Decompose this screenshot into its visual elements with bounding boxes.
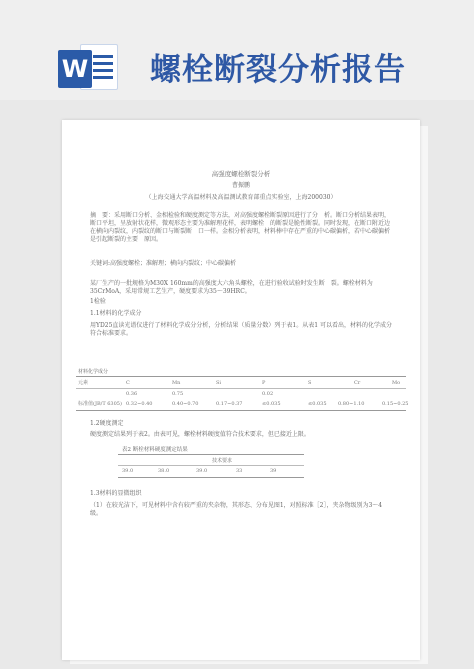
page-title: 螺栓断裂分析报告 [150,52,406,88]
table2-caption: 表2 断栓材料硬度测定结果 [122,447,188,453]
section-1-heading: 1检验 [90,298,106,305]
table1-std-cell: 0.15~0.25 [382,401,409,407]
table1-cell: 0.02 [262,391,274,397]
table1-std-label: 标准值(JB/T 6305) [78,401,122,407]
table1-caption: 材料化学成分 [78,369,109,375]
doc-intro: 某厂生产的一批规格为M30X 160mm的高强度大六角头螺栓，在进行验收试验时发生断 裂。螺栓材料为35CrMoA，采用常规工艺生产，硬度要求为35～39HRC。 [90,280,373,295]
table2-cell: 33 [236,468,243,474]
header-banner [0,0,474,100]
table1-standard-row [76,399,409,409]
table2-cell: 39 [270,468,277,474]
section-1-1-text: 用YD25直读光谱仪进行了材料化学成分分析，分析结果（质量分数）列于表1。从表1 可以看出，材料的化学成分符合标准要求。 [90,322,392,337]
table1-head-cell: 元素 [78,380,89,386]
watermark [69,210,79,227]
section-1-3-heading: 1.3材料的显微组织 [90,490,142,497]
table1-value-row [76,389,406,399]
section-1-2-text: 硬度测定结果列于表2。由表可见，螺栓材料硬度值符合技术要求，但已接近上限。 [90,431,310,438]
table2-top-rule [118,454,304,455]
table1-std-cell: ≤0.035 [308,401,327,407]
table1-cell: 0.36 [126,391,138,397]
table1-head-cell: Mo [392,380,401,386]
doc-author: 曹振鹏 [231,182,250,189]
word-logo-letter: W [58,50,92,88]
table2-value-row [118,466,304,476]
table2-cell: 39.0 [122,468,134,474]
table2-cell: 39.0 [196,468,208,474]
table1-std-cell: 0.32~0.40 [126,401,153,407]
table1-head-cell: C [126,380,130,386]
table2-cell: 38.0 [158,468,170,474]
word-icon [58,42,120,94]
section-1-2-heading: 1.2硬度测定 [90,420,124,427]
table1-std-cell: 0.17~0.37 [216,401,243,407]
doc-abstract: 摘 要：采用断口分析、金相检验和硬度测定等方法，对高强度螺栓断裂原因进行了分 析。断口分析结果表明，断口平坦，呈放射状花样，微观形态主要为准解理花样，表明螺栓 的断裂是脆性断裂。同时发现，在断口附近边在横向内裂纹，内裂纹的断口与断裂断 口一样。金相分析表明，材料棒中存在严重的中心碳偏析，若中心碳偏析是引起断裂的主要 原因。 [90,212,391,243]
document-page [62,120,420,660]
doc-heading: 高强度螺栓断裂分析 [211,170,271,178]
section-1-1-heading: 1.1材料的化学成分 [90,310,142,317]
table1-head-cell: Cr [354,380,361,386]
table1-std-cell: 0.40~0.70 [172,401,199,407]
table1-head-cell: Si [216,380,222,386]
table1-header-row [76,378,406,388]
table1-head-cell: Mn [172,380,181,386]
table1-top-rule [76,376,406,377]
table1-bottom-rule [76,410,406,411]
section-1-3-text: （1）在较光洁下，可见材料中含有较严重的夹杂物，其形态、分布见图1，对照标准［2］，夹杂物级别为3～4级。 [90,502,383,517]
table2-bottom-rule [118,477,304,478]
table1-std-cell: ≤0.035 [262,401,281,407]
table2-requirement: 技术要求 [212,458,233,464]
doc-affiliation: （上海交通大学高温材料及高温测试教育部重点实验室，上海200030） [145,194,337,201]
table1-head-cell: P [262,380,266,386]
table1-std-cell: 0.80~1.10 [338,401,365,407]
doc-keywords: 关键词:高强度螺栓；准解理；横向内裂纹；中心碳偏析 [90,260,237,267]
table1-cell: 0.75 [172,391,184,397]
table1-head-cell: S [308,380,312,386]
